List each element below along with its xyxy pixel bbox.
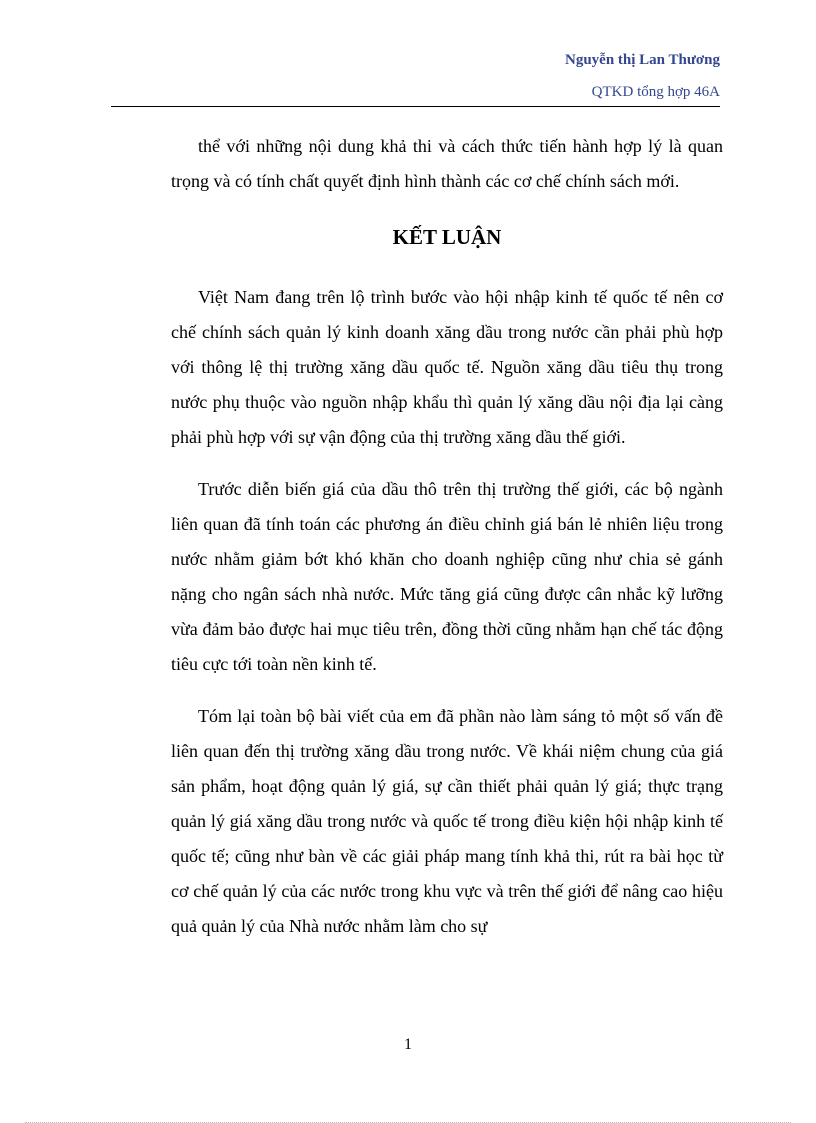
header-author: Nguyễn thị Lan Thương xyxy=(564,52,720,68)
document-body xyxy=(171,129,723,944)
section-heading: KẾT LUẬN xyxy=(392,225,502,249)
paragraph-continuation: thể với những nội dung khả thi và cách thức tiến hành hợp lý là quan trọng và có tính chất quyết định hình thành các cơ chế chính sách mới. xyxy=(171,136,723,191)
paragraph: Việt Nam đang trên lộ trình bước vào hội nhập kinh tế quốc tế nên cơ chế chính sách quản lý kinh doanh xăng dầu trong nước cần phải phù hợp với thông lệ thị trường xăng dầu quốc tế. Nguồn xăng dầu tiêu thụ trong nước phụ thuộc vào nguồn nhập khẩu thì quản lý xăng dầu nội địa lại càng phải phù hợp với sự vận động của thị trường xăng dầu thế giới. xyxy=(171,287,723,447)
page-number: 1 xyxy=(404,1036,412,1053)
paragraph: Tóm lại toàn bộ bài viết của em đã phần nào làm sáng tỏ một số vấn đề liên quan đến thị trường xăng dầu trong nước. Về khái niệm chung của giá sản phẩm, hoạt động quản lý giá, sự cần thiết phải quản lý giá; thực trạng quản lý giá xăng dầu trong nước và quốc tế trong điều kiện hội nhập kinh tế quốc tế; cũng như bàn về các giải pháp mang tính khả thi, rút ra bài học từ cơ chế quản lý của các nước trong khu vực và trên thế giới để nâng cao hiệu quả quản lý của Nhà nước nhằm làm cho sự xyxy=(171,706,723,936)
header-divider xyxy=(111,106,720,107)
paragraph: Trước diễn biến giá của dầu thô trên thị trường thế giới, các bộ ngành liên quan đã tính toán các phương án điều chỉnh giá bán lẻ nhiên liệu trong nước nhằm giảm bớt khó khăn cho doanh nghiệp cũng như chia sẻ gánh nặng cho ngân sách nhà nước. Mức tăng giá cũng được cân nhắc kỹ lưỡng vừa đảm bảo được hai mục tiêu trên, đồng thời cũng nhằm hạn chế tác động tiêu cực tới toàn nền kinh tế. xyxy=(171,479,723,674)
header-class: QTKD tổng hợp 46A xyxy=(591,84,720,100)
